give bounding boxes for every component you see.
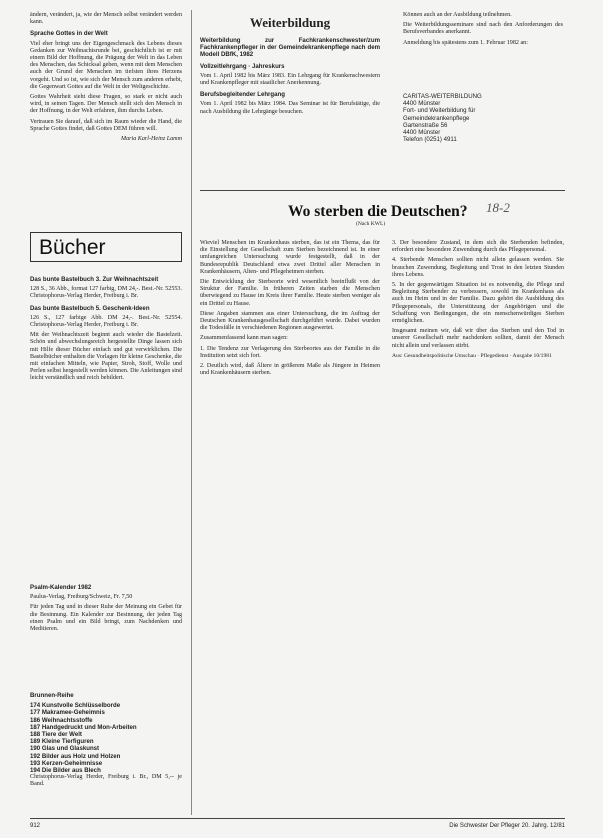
section-body-3: Vertrauen Sie darauf, daß sich im Raum wieder die Hand, die Sprache Gottes findet, daß Gottes DEM führen will.: [30, 118, 182, 132]
kalender-section: [30, 580, 182, 636]
kalender-body: Für jeden Tag und in dieser Ruhe der Meinung ein Gebet für die Besinnung. Ein Kalender zur Besinnung, der jeden Tag einen Psalm und ein Bild bringt, zum Nachdenken und Meditieren.: [30, 604, 182, 633]
weiterbildung-item-2-body: Vom 1. April 1982 bis März 1983. Ein Lehrgang für Krankenschwestern und Krankenpfleger mit staatlicher Anerkennung.: [200, 72, 380, 87]
book-review: Mit der Weihnachtszeit beginnt auch wieder die Bastelzeit. Schön und abwechslungsreich hergestellte Dinge lassen sich mit Hilfe dieser Bücher einfach und gut verwirklichen. Die Bastelbücher enthalten die Vorlagen für kleine Geschenke, die mit einfachen Mitteln, wie Papier, Stroh, Stoff, Wolle und Perlen selbst hergestellt werden können. Die Anleitungen sind leicht verständlich und reich bebildert.: [30, 332, 182, 382]
address-line: CARITAS-WEITERBILDUNG: [403, 93, 482, 100]
page-number: 912: [30, 823, 41, 829]
article-list-item: 2. Deutlich wird, daß Ältere in größerem Maße als Jüngere in Heimen und Krankenhäusern sterben.: [200, 363, 380, 377]
address-line: Telefon (0251) 4911: [403, 136, 457, 144]
series-title: Brunnen-Reihe: [30, 692, 74, 699]
address-line: Fort- und Weiterbildung für: [403, 107, 476, 115]
footer-rule: [30, 818, 565, 819]
intro-text: ändern, verändert, ja, wie der Mensch selbst verändert werden kann.: [30, 12, 182, 26]
article-paragraph: Diese Angaben stammen aus einer Untersuchung, die im Auftrag der Deutschen Krankenhausgesellschaft durchgeführt wurde. Dabei wurden die Todesfälle in verschiedenen Regionen ausgewertet.: [200, 310, 380, 332]
article-paragraph: Insgesamt meinen wir, daß wir über das Sterben und den Tod in unserer Gesellschaft mehr nachdenken sollten, damit der Mensch nicht allein und verlassen stirbt.: [392, 328, 564, 349]
article-source: Aus: Gesundheitspolitische Umschau · Pflegedienst · Ausgabe 10/1981: [392, 352, 552, 359]
right-text-2: Die Weiterbildungsseminare sind nach den Anforderungen des Berufsverbandes anerkannt.: [403, 22, 563, 36]
section-rule: [200, 190, 565, 191]
list-item: 177 Makramee-Geheimnis: [30, 709, 105, 717]
address-line: 4400 Münster: [403, 100, 441, 108]
article-headline: Wo sterben die Deutschen?: [288, 203, 468, 220]
address-line: Gemeindekrankenpflege: [403, 114, 470, 122]
column-divider: [191, 10, 192, 815]
weiterbildung-item-2-head: Vollzeitlehrgang · Jahreskurs: [200, 62, 285, 70]
article-paragraph: 5. In der gegenwärtigen Situation ist es notwendig, die Pflege und Begleitung Sterbender zu verbessern, sowohl im Krankenhaus als auch im Heim und in der Familie. Dazu gehört die Ausbildung des Pflegepersonals, die Unterstützung der Angehörigen und die Schaffung von Bedingungen, die ein menschenwürdiges Sterben ermöglichen.: [392, 282, 564, 325]
list-item: 193 Kerzen-Geheimnisse: [30, 759, 103, 767]
book2-title: Das bunte Bastelbuch 5. Geschenk-Ideen: [30, 304, 150, 312]
article-paragraph: 3. Der besondere Zustand, in dem sich die Sterbenden befinden, erfordert eine besondere Zuwendung durch das Pflegepersonal.: [392, 240, 564, 254]
right-text-1: Können auch an der Ausbildung teilnehmen.: [403, 12, 512, 18]
address-line: 4400 Münster: [403, 129, 441, 137]
right-top-column: [403, 12, 563, 50]
section-body: Viel eher bringt uns der Eigengeschmack des Lebens dieses Gedanken zur Weihnachtsrunde bei, geschichtlich ist er mit einem Bild der Hoffnung, die Prägung der Welt in das Leben des Menschen, das Schicksal geben, wenn mit dem Menschen auch der Grund der Menschen im tiefsten ihres Herzens vorgeht. Und so ist, wie sich der Mensch zum anderen erhebt, die Gegenwart Gottes auf die Welt in der Weltgeschichte.: [30, 40, 182, 90]
article-paragraph: Die Entwicklung der Sterbeorte wird wesentlich beeinflußt von der Struktur der Familie. In früheren Zeiten starben die Menschen überwiegend zu Hause im Kreis ihrer Familie. Heute sterben weniger als ein Drittel zu Hause.: [200, 279, 380, 307]
address-line: Gartenstraße 56: [403, 121, 448, 129]
kalender-title: Psalm-Kalender 1982: [30, 584, 92, 591]
weiterbildung-item-3-body: Vom 1. April 1982 bis März 1984. Das Seminar ist für Berufstätige, die nach Ausbildung die Lehrgänge besuchen.: [200, 101, 380, 115]
left-column: [30, 12, 182, 146]
article-list-item: 1. Die Tendenz zur Verlagerung des Sterbeortes aus der Familie in die Institution setzt sich fort.: [200, 345, 380, 359]
list-item: 190 Glas und Glaskunst: [30, 745, 100, 753]
list-item: 174 Kunstvolle Schlüsselborde: [30, 702, 121, 710]
article-column-2: [392, 240, 564, 363]
book2-meta: 126 S., 127 farbige Abb. DM 24,-. Best.-Nr. 52554. Christophorus-Verlag Herder, Freiburg i. Br.: [30, 314, 182, 329]
weiterbildung-item-1: Weiterbildung zur Fachkrankenschwester/zum Fachkrankenpfleger in der Gemeindekrankenpflege nach dem Modell DBfK, 1982: [200, 37, 380, 59]
article-byline: (Nach KWL): [356, 221, 386, 227]
article-column-1: [200, 240, 380, 380]
address-block: [403, 93, 563, 143]
section-heading: Sprache Gottes in der Welt: [30, 30, 108, 38]
weiterbildung-item-3-head: Berufsbegleitender Lehrgang: [200, 91, 285, 99]
weiterbildung-column: [200, 33, 380, 119]
section-body-2: Gottes Wahrheit sieht diese Fragen, so stark er nicht auch wird, in seinen Tagen. Der Mensch stellt sich den Mensch in der Hoffnung, in der Welt erfahren, ihm durchs Leben.: [30, 94, 182, 115]
article-paragraph: Wieviel Menschen im Krankenhaus sterben, das ist ein Thema, das für die Einstellung der Gesellschaft zum Sterben bezeichnend ist. In einer umfangreichen Untersuchung wurde festgestellt, daß in der Bundesrepublik Deutschland etwa zwei Drittel aller Menschen in Krankenhäusern, Alten- und Pflegeheimen sterben.: [200, 240, 380, 275]
book1-meta: 128 S., 36 Abb., format 127 farbig, DM 24,-. Best.-Nr. 52553. Christophorus-Verlag Herder, Freiburg i. Br.: [30, 286, 182, 300]
list-item: 188 Tiere der Welt: [30, 731, 82, 739]
kalender-meta: Paulus-Verlag, Freiburg/Schweiz, Fr. 7,50: [30, 594, 133, 601]
article-paragraph: Zusammenfassend kann man sagen:: [200, 335, 288, 342]
list-item: 192 Bilder aus Holz und Holzen: [30, 752, 121, 760]
article-paragraph: 4. Sterbende Menschen sollten nicht allein gelassen werden. Sie brauchen Zuwendung, Begleitung und Trost in den letzten Stunden ihres Lebens.: [392, 257, 564, 278]
buecher-heading-box: Bücher: [30, 232, 182, 262]
list-item: 187 Handgedruckt und Mon-Arbeiten: [30, 723, 137, 731]
series-meta: Christophorus-Verlag Herder, Freiburg i. Br., DM 5,-- je Band.: [30, 774, 182, 788]
list-item: 189 Kleine Tierfiguren: [30, 738, 94, 746]
list-item: 194 Die Bilder aus Blech: [30, 767, 101, 775]
handwritten-note: 18-2: [486, 200, 510, 215]
books-column: [30, 272, 182, 386]
book1-title: Das bunte Bastelbuch 3. Zur Weihnachtszeit: [30, 276, 159, 283]
series-section: [30, 688, 182, 792]
signature: Maria Karl-Heinz Lamm: [121, 136, 182, 143]
weiterbildung-title: Weiterbildung: [249, 15, 331, 30]
list-item: 186 Weihnachtsstoffe: [30, 716, 93, 724]
journal-footer: Die Schwester Der Pfleger 20. Jahrg. 12/81: [449, 823, 565, 829]
right-text-3: Anmeldung bis spätestens zum 1. Februar 1982 an:: [403, 39, 528, 46]
series-list: [30, 702, 182, 774]
